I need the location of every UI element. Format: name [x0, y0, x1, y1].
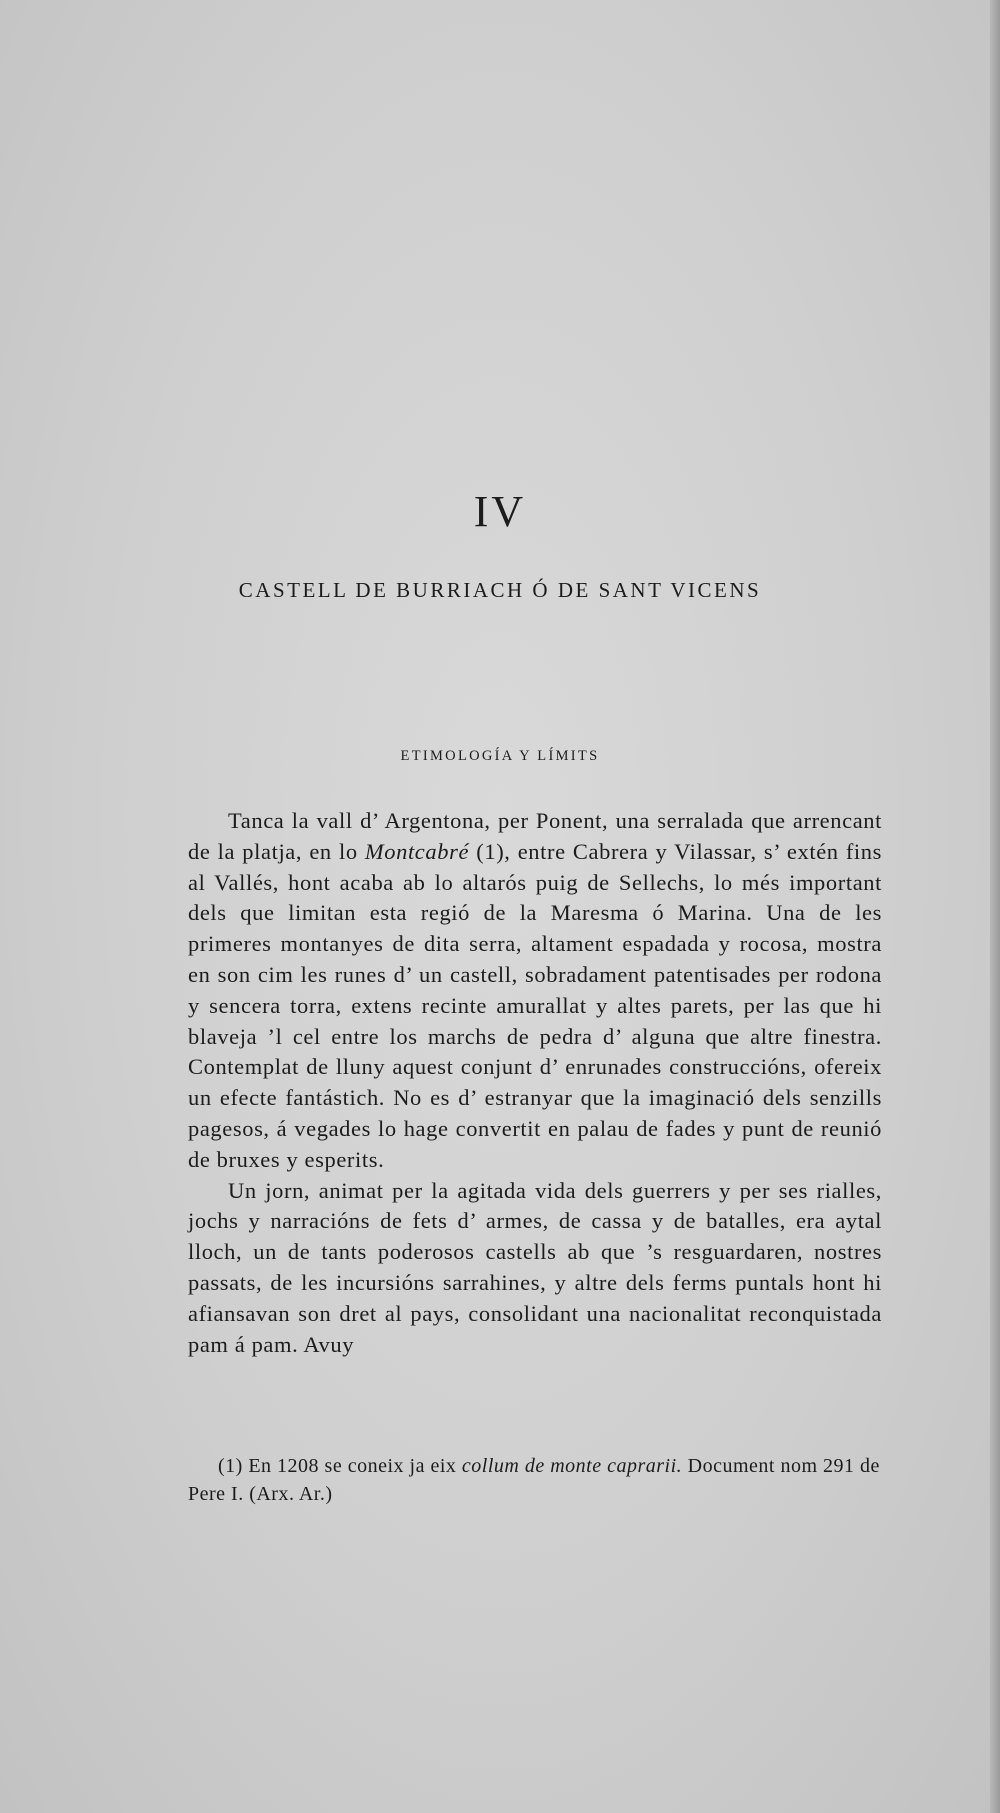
footnote — [188, 1452, 882, 1508]
paragraph-1 — [188, 806, 882, 1176]
chapter-title: CASTELL DE BURRIACH Ó DE SANT VICENS — [238, 578, 762, 602]
section-title: ETIMOLOGÍA Y LÍMITS — [400, 748, 600, 764]
chapter-numeral: IV — [473, 487, 527, 536]
page-edge-shadow — [990, 0, 1000, 1813]
paragraph-1-text-a: Tanca la vall d’ Argentona, per Ponent, una serralada que arrencant de la platja, en lo — [188, 808, 882, 864]
paragraph-2: Un jorn, animat per la agitada vida dels guerrers y per ses rialles, jochs y narracións de fets d’ armes, de cassa y de batalles, era aytal lloch, un de tants poderosos castells ab que ’s resguardaren, nostres passats, de les incursións sarrahines, y altre dels ferms puntals hont hi afiansavan son dret al pays, consolidant una nacionalitat reconquistada pam á pam. Avuy — [188, 1177, 882, 1357]
footnote-text-b: Document nom 291 de Pere I. (Arx. Ar.) — [188, 1455, 880, 1505]
footnote-text-a: En 1208 se coneix ja eix — [242, 1455, 462, 1477]
footnote-marker: (1) — [218, 1455, 243, 1477]
paragraph-1-text-b: (1), entre Cabrera y Vilassar, s’ extén fins al Vallés, hont acaba ab lo altarós puig de Sellechs, lo més important dels que limitan esta regió de la Maresma ó Marina. Una de les primeres montanyes de dita serra, altament espadada y rocosa, mostra en son cim les runes d’ un castell, sobradament patentisades per rodona y sencera torra, extens recinte amurallat y altes parets, per las que hi blaveja ’l cel entre los marchs de pedra d’ alguna que altre finestra. Contemplat de lluny aquest conjunt d’ enrunades construccións, ofereix un efecte fantástich. No es d’ estranyar que la imaginació dels senzills pagesos, á vegades lo hage convertit en palau de fades y punt de reunió de bruxes y esperits. — [188, 838, 882, 1172]
place-name-italic: Montcabré — [364, 838, 470, 864]
body-text — [188, 806, 882, 1360]
footnote-latin-italic: collum de monte caprarii. — [461, 1455, 683, 1477]
footnote-text — [188, 1452, 882, 1508]
